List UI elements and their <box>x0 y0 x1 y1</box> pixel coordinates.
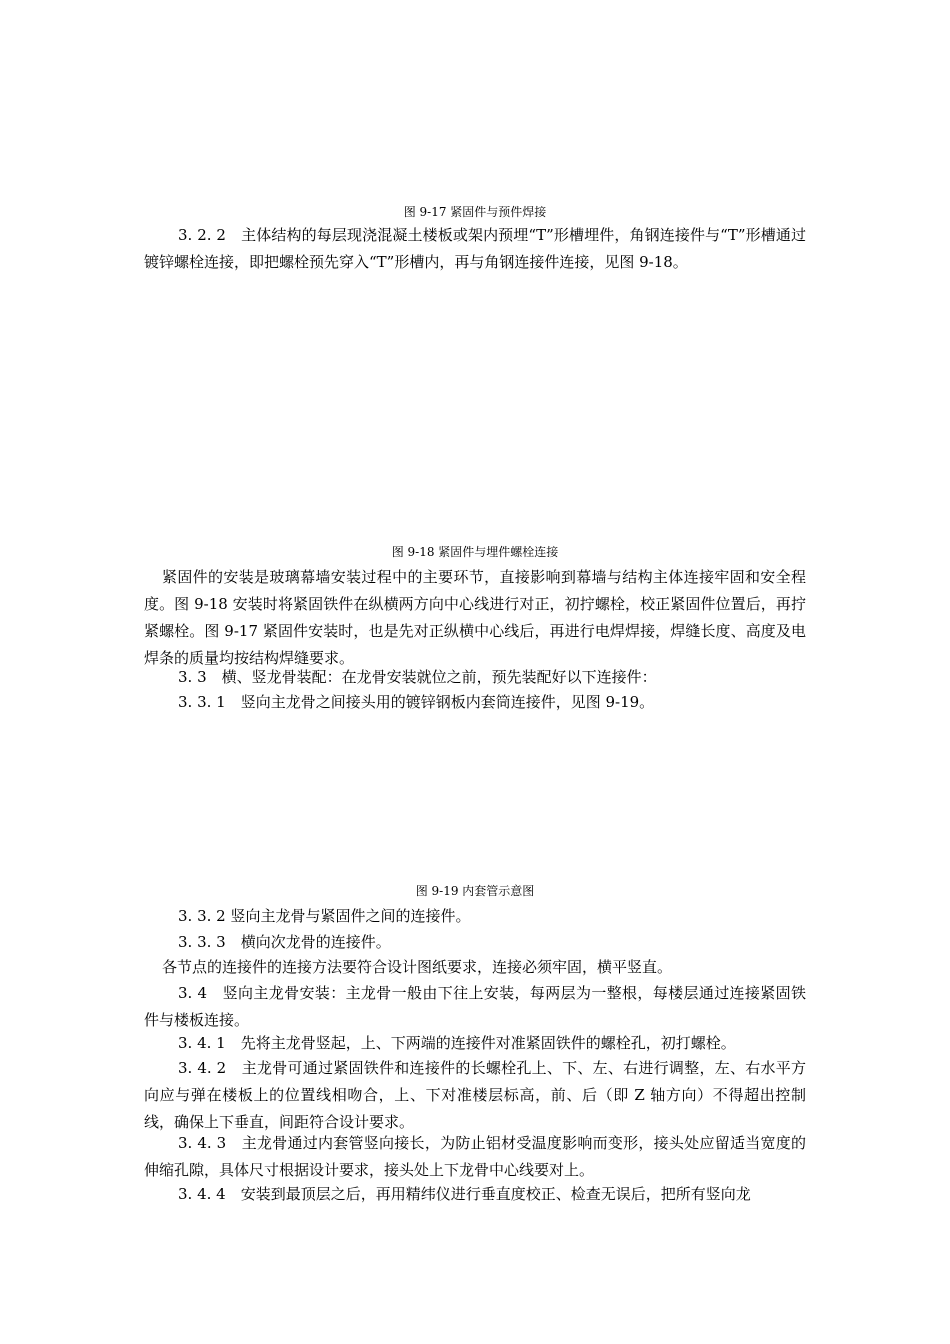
paragraph-fastener-installation: 紧固件的安装是玻璃幕墙安装过程中的主要环节，直接影响到幕墙与结构主体连接牢固和安全程度。图 9-18 安装时将紧固铁件在纵横两方向中心线进行对正，初拧螺栓，校正紧固件位置后，再拧紧螺栓。图 9-17 紧固件安装时，也是先对正纵横中心线后，再进行电焊焊接，焊缝长度、高度及电焊条的质量均按结构焊缝要求。 <box>144 568 806 667</box>
paragraph-3-4-3: 3. 4. 3 主龙骨通过内套管竖向接长，为防止铝材受温度影响而变形，接头处应留适当宽度的伸缩孔隙，具体尺寸根据设计要求，接头处上下龙骨中心线要对上。 <box>144 1134 806 1179</box>
paragraph-3-4-4: 3. 4. 4 安装到最顶层之后，再用精纬仪进行垂直度校正、检查无误后，把所有竖向龙 <box>178 1185 751 1203</box>
paragraph-3-2-2: 3. 2. 2 主体结构的每层现浇混凝土楼板或架内预埋“T”形槽埋件，角钢连接件与“T”形槽通过镀锌螺栓连接，即把螺栓预先穿入“T”形槽内，再与角钢连接件连接，见图 9-18。 <box>144 226 806 271</box>
paragraph-3-4-2: 3. 4. 2 主龙骨可通过紧固铁件和连接件的长螺栓孔上、下、左、右进行调整，左、右水平方向应与弹在楼板上的位置线相吻合，上、下对准楼层标高，前、后（即 Z 轴方向）不得超出控制线，确保上下垂直，间距符合设计要求。 <box>144 1059 806 1131</box>
figure-9-17-caption: 图 9-17 紧固件与预件焊接 <box>403 205 547 219</box>
paragraph-3-3-1: 3. 3. 1 竖向主龙骨之间接头用的镀锌钢板内套筒连接件，见图 9-19。 <box>178 693 655 711</box>
figure-9-18-area <box>144 310 806 540</box>
paragraph-3-4: 3. 4 竖向主龙骨安装：主龙骨一般由下往上安装，每两层为一整根，每楼层通过连接紧固铁件与楼板连接。 <box>144 984 806 1029</box>
paragraph-node-connections: 各节点的连接件的连接方法要符合设计图纸要求，连接必须牢固，横平竖直。 <box>162 958 673 976</box>
paragraph-3-4-1: 3. 4. 1 先将主龙骨竖起，上、下两端的连接件对准紧固铁件的螺栓孔，初打螺栓。 <box>178 1034 736 1052</box>
paragraph-3-3-2: 3. 3. 2 竖向主龙骨与紧固件之间的连接件。 <box>178 907 471 925</box>
figure-9-17-area <box>144 40 806 200</box>
figure-9-18-caption: 图 9-18 紧固件与埋件螺栓连接 <box>391 545 559 559</box>
figure-9-19-caption: 图 9-19 内套管示意图 <box>415 884 535 898</box>
figure-9-19-area <box>144 720 806 880</box>
paragraph-3-3: 3. 3 横、竖龙骨装配：在龙骨安装就位之前，预先装配好以下连接件： <box>178 668 657 686</box>
paragraph-3-3-3: 3. 3. 3 横向次龙骨的连接件。 <box>178 933 391 951</box>
